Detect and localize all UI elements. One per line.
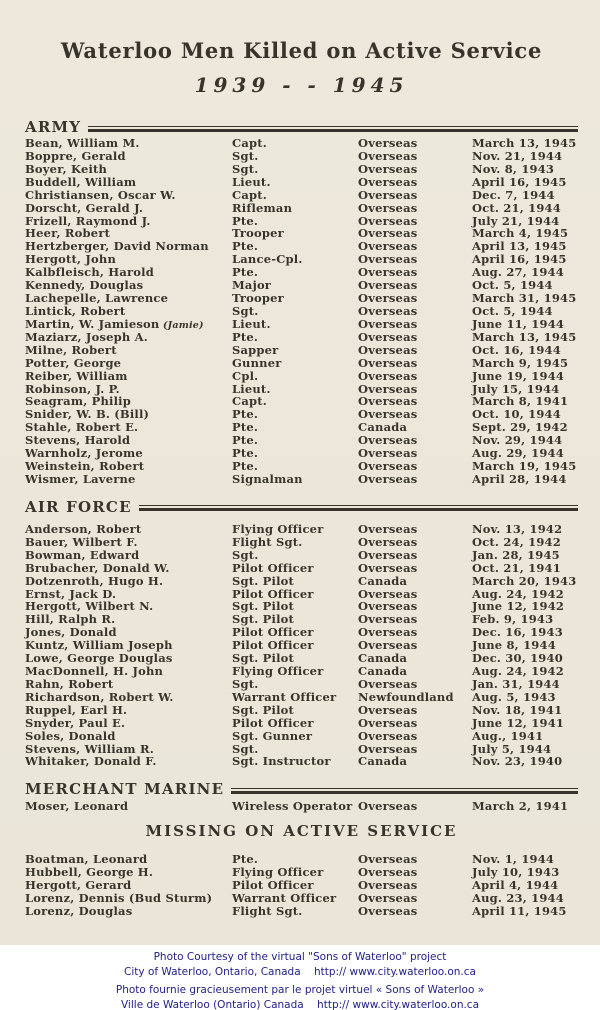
air-force-roster [25,523,578,769]
table-row [25,678,578,691]
cell-date: Oct. 21, 1944 [472,200,561,215]
double-rule [88,126,578,132]
cell-rank: Flying Officer [232,521,324,536]
double-rule [139,505,578,511]
cell-rank: Sgt. Pilot [232,612,295,627]
cell-rank: Trooper [232,226,284,241]
cell-name: Potter, George [25,355,122,370]
cell-name: MacDonnell, H. John [25,664,164,679]
cell-rank: Capt. [232,187,267,202]
cell-location: Overseas [358,148,418,163]
section-heading-label: ARMY [25,118,82,136]
cell-rank: Sgt. [232,161,259,176]
cell-name: Soles, Donald [25,728,116,743]
page-subtitle-years: 1939 - - 1945 [194,73,409,97]
table-row [25,905,578,918]
cell-location: Overseas [358,394,418,409]
cell-date: March 13, 1945 [472,136,577,150]
cell-date: Dec. 16, 1943 [472,625,563,640]
cell-location: Overseas [358,291,418,306]
cell-date: March 4, 1945 [472,226,569,241]
cell-name: Martin, W. Jamieson (Jamie) [25,316,204,331]
cell-location: Overseas [358,278,418,293]
cell-rank: Sgt. [232,303,259,318]
cell-name: Lintick, Robert [25,303,126,318]
cell-name: Maziarz, Joseph A. [25,329,148,344]
section-heading-missing: MISSING ON ACTIVE SERVICE [145,822,458,841]
cell-name: Lorenz, Dennis (Bud Sturm) [25,891,213,906]
table-row [25,202,578,215]
table-row [25,370,578,383]
cell-date: April 13, 1945 [472,239,567,254]
cell-location: Canada [358,651,408,666]
cell-date: Aug. 23, 1944 [472,891,564,906]
cell-date: April 28, 1944 [472,471,567,486]
cell-rank: Signalman [232,471,303,486]
cell-name: Hergott, Wilbert N. [25,599,154,614]
section-heading-label: AIR FORCE [25,497,132,516]
caption-line-en-2: City of Waterloo, Ontario, Canada http:// www.city.waterloo.on.ca [124,966,476,978]
cell-location: Overseas [358,891,418,906]
cell-location: Overseas [358,702,418,717]
cell-date: Aug. 24, 1942 [472,664,564,679]
cell-location: Overseas [358,316,418,331]
cell-location: Overseas [358,446,418,461]
table-row [25,717,578,730]
cell-name: Kalbfleisch, Harold [25,265,154,280]
table-row [25,730,578,743]
cell-date: Nov. 1, 1944 [472,852,555,867]
cell-date: June 12, 1941 [472,715,565,730]
cell-name: Dotzenroth, Hugo H. [25,573,164,588]
cell-name: Boatman, Leonard [25,852,148,867]
cell-date: June 8, 1944 [472,638,556,653]
cell-date: Oct. 24, 1942 [472,534,561,549]
cell-location: Overseas [358,676,418,691]
cell-date: Aug. 24, 1942 [472,586,564,601]
table-row [25,331,578,344]
table-row [25,318,578,331]
table-row [25,549,578,562]
cell-location: Overseas [358,213,418,228]
cell-date: Aug. 29, 1944 [472,446,564,461]
cell-name: Stahle, Robert E. [25,420,139,435]
cell-name: Bowman, Edward [25,547,140,562]
cell-name: Hergott, John [25,252,117,267]
table-row [25,523,578,536]
cell-date: April 11, 1945 [472,904,567,919]
cell-name: Bauer, Wilbert F. [25,534,138,549]
cell-location: Overseas [358,368,418,383]
cell-date: April 16, 1945 [472,252,567,267]
cell-rank: Cpl. [232,368,259,383]
cell-date: Jan. 28, 1945 [472,547,560,562]
cell-date: Jan. 31, 1944 [472,676,560,691]
cell-rank: Sapper [232,342,279,357]
cell-rank: Flying Officer [232,865,324,880]
cell-name: Stevens, Harold [25,433,131,448]
cell-date: March 31, 1945 [472,291,577,306]
cell-location: Overseas [358,741,418,756]
cell-location: Canada [358,573,408,588]
cell-name: Richardson, Robert W. [25,689,174,704]
cell-name: Stevens, William R. [25,741,154,756]
cell-rank: Sgt. [232,148,259,163]
cell-date: Nov. 21, 1944 [472,148,563,163]
cell-name: Milne, Robert [25,342,117,357]
cell-location: Overseas [358,471,418,486]
caption-line-en-1: Photo Courtesy of the virtual "Sons of Waterloo" project [153,951,447,963]
cell-name: Jones, Donald [25,625,117,640]
cell-location: Overseas [358,547,418,562]
cell-rank: Gunner [232,355,282,370]
cell-name: Hertzberger, David Norman [25,239,209,254]
cell-date: March 13, 1945 [472,329,577,344]
cell-location: Overseas [358,136,418,150]
table-row [25,665,578,678]
cell-rank: Wireless Operator [232,799,353,814]
cell-location: Overseas [358,303,418,318]
cell-location: Overseas [358,459,418,474]
cell-location: Overseas [358,799,418,814]
cell-rank: Pilot Officer [232,586,314,601]
cell-rank: Sgt. Pilot [232,573,295,588]
table-row [25,800,578,813]
cell-rank: Pilot Officer [232,560,314,575]
table-row [25,163,578,176]
cell-rank: Sgt. Pilot [232,702,295,717]
cell-rank: Pte. [232,459,259,474]
cell-name: Whitaker, Donald F. [25,754,157,769]
cell-rank: Pilot Officer [232,625,314,640]
cell-location: Overseas [358,612,418,627]
cell-rank: Pte. [232,407,259,422]
cell-name: Kennedy, Douglas [25,278,144,293]
cell-name: Rahn, Robert [25,676,114,691]
cell-name: Robinson, J. P. [25,381,120,396]
cell-rank: Pte. [232,265,259,280]
table-row [25,562,578,575]
cell-date: March 8, 1941 [472,394,569,409]
cell-date: Aug. 5, 1943 [472,689,556,704]
caption-line-fr-2: Ville de Waterloo (Ontario) Canada http:// www.city.waterloo.on.ca [120,999,480,1010]
table-row [25,189,578,202]
cell-rank: Sgt. [232,547,259,562]
cell-date: Oct. 5, 1944 [472,303,553,318]
cell-rank: Sgt. Pilot [232,599,295,614]
cell-rank: Pte. [232,852,259,867]
cell-location: Overseas [358,161,418,176]
cell-date: Oct. 5, 1944 [472,278,553,293]
cell-name: Hergott, Gerard [25,878,132,893]
cell-date: Dec. 30, 1940 [472,651,563,666]
cell-date: Aug., 1941 [472,728,544,743]
cell-location: Overseas [358,534,418,549]
cell-location: Overseas [358,904,418,919]
cell-location: Overseas [358,200,418,215]
double-rule [231,788,578,794]
cell-rank: Sgt. Instructor [232,754,331,769]
cell-location: Overseas [358,187,418,202]
cell-name: Snider, W. B. (Bill) [25,407,150,422]
cell-date: June 12, 1942 [472,599,565,614]
cell-name: Weinstein, Robert [25,459,145,474]
cell-date: Nov. 18, 1941 [472,702,563,717]
cell-rank: Pte. [232,446,259,461]
cell-name: Snyder, Paul E. [25,715,126,730]
cell-rank: Lieut. [232,174,271,189]
cell-date: July 5, 1944 [472,741,552,756]
table-row [25,473,578,486]
table-row [25,137,578,150]
cell-rank: Warrant Officer [232,891,337,906]
cell-rank: Sgt. [232,741,259,756]
cell-name: Hubbell, George H. [25,865,154,880]
cell-rank: Pte. [232,433,259,448]
cell-date: Dec. 7, 1944 [472,187,555,202]
section-heading-air-force [25,499,578,516]
cell-name: Ruppel, Earl H. [25,702,128,717]
cell-location: Canada [358,664,408,679]
cell-location: Canada [358,420,408,435]
cell-date: Oct. 16, 1944 [472,342,561,357]
cell-rank: Sgt. [232,676,259,691]
cell-date: June 19, 1944 [472,368,565,383]
cell-rank: Lieut. [232,381,271,396]
table-row [25,176,578,189]
cell-date: July 10, 1943 [472,865,560,880]
cell-date: Nov. 29, 1944 [472,433,563,448]
cell-rank: Pte. [232,329,259,344]
missing-roster [25,853,578,918]
table-row [25,305,578,318]
section-heading-merchant-marine [25,781,578,798]
cell-name: Seagram, Philip [25,394,131,409]
cell-location: Overseas [358,407,418,422]
table-row [25,575,578,588]
cell-location: Canada [358,754,408,769]
cell-location: Overseas [358,329,418,344]
cell-rank: Capt. [232,136,267,150]
cell-rank: Trooper [232,291,284,306]
cell-date: March 19, 1945 [472,459,577,474]
photo-credit-caption [0,945,600,1010]
cell-date: Aug. 27, 1944 [472,265,564,280]
cell-location: Overseas [358,433,418,448]
cell-location: Overseas [358,865,418,880]
cell-name: Brubacher, Donald W. [25,560,170,575]
cell-name: Lowe, George Douglas [25,651,173,666]
caption-line-fr-1: Photo fournie gracieusement par le projet virtuel « Sons of Waterloo » [115,984,485,996]
cell-location: Overseas [358,852,418,867]
cell-date: July 15, 1944 [472,381,560,396]
cell-location: Overseas [358,342,418,357]
cell-date: Oct. 21, 1941 [472,560,561,575]
cell-date: March 9, 1945 [472,355,569,370]
table-row [25,344,578,357]
cell-date: Feb. 9, 1943 [472,612,554,627]
cell-rank: Pilot Officer [232,638,314,653]
cell-location: Overseas [358,174,418,189]
cell-location: Overseas [358,599,418,614]
cell-name: Boppre, Gerald [25,148,126,163]
cell-location: Overseas [358,265,418,280]
cell-date: Nov. 8, 1943 [472,161,555,176]
cell-location: Overseas [358,625,418,640]
table-row [25,755,578,768]
cell-date: Nov. 13, 1942 [472,521,563,536]
cell-date: Nov. 23, 1940 [472,754,563,769]
cell-name: Bean, William M. [25,136,140,150]
cell-rank: Lance-Cpl. [232,252,303,267]
page-title: Waterloo Men Killed on Active Service [60,38,543,63]
cell-location: Overseas [358,239,418,254]
cell-location: Overseas [358,878,418,893]
cell-location: Newfoundland [358,689,454,704]
cell-date: April 16, 1945 [472,174,567,189]
cell-location: Overseas [358,638,418,653]
cell-date: April 4, 1944 [472,878,559,893]
cell-name: Reiber, William [25,368,128,383]
cell-name: Frizell, Raymond J. [25,213,151,228]
cell-location: Overseas [358,381,418,396]
table-row [25,704,578,717]
cell-name: Moser, Leonard [25,799,129,814]
cell-location: Overseas [358,586,418,601]
cell-rank: Rifleman [232,200,293,215]
cell-date: Sept. 29, 1942 [472,420,568,435]
cell-location: Overseas [358,355,418,370]
cell-name: Kuntz, William Joseph [25,638,173,653]
table-row [25,691,578,704]
cell-location: Overseas [358,728,418,743]
cell-name: Lorenz, Douglas [25,904,133,919]
cell-name: Hill, Ralph R. [25,612,116,627]
cell-location: Overseas [358,521,418,536]
cell-rank: Sgt. Gunner [232,728,313,743]
cell-name: Dorscht, Gerald J. [25,200,144,215]
cell-location: Overseas [358,226,418,241]
cell-name: Ernst, Jack D. [25,586,117,601]
cell-rank: Pte. [232,213,259,228]
cell-name: Anderson, Robert [25,521,142,536]
cell-rank: Lieut. [232,316,271,331]
cell-rank: Warrant Officer [232,689,337,704]
cell-rank: Pilot Officer [232,715,314,730]
cell-rank: Pilot Officer [232,878,314,893]
army-roster [25,137,578,486]
cell-date: Oct. 10, 1944 [472,407,561,422]
cell-name: Buddell, William [25,174,137,189]
cell-date: March 2, 1941 [472,799,569,814]
cell-rank: Flying Officer [232,664,324,679]
cell-rank: Flight Sgt. [232,534,303,549]
section-heading-label: MERCHANT MARINE [25,780,225,799]
cell-rank: Major [232,278,272,293]
cell-date: June 11, 1944 [472,316,565,331]
table-row [25,357,578,370]
cell-rank: Capt. [232,394,267,409]
cell-location: Overseas [358,715,418,730]
cell-name: Wismer, Laverne [25,471,136,486]
cell-location: Overseas [358,252,418,267]
cell-date: March 20, 1943 [472,573,577,588]
merchant-marine-roster [25,800,578,813]
section-heading-army [25,119,578,136]
cell-rank: Pte. [232,239,259,254]
cell-name: Heer, Robert [25,226,111,241]
cell-name: Christiansen, Oscar W. [25,187,176,202]
cell-rank: Pte. [232,420,259,435]
cell-name: Warnholz, Jerome [25,446,143,461]
cell-name: Boyer, Keith [25,161,108,176]
cell-rank: Flight Sgt. [232,904,303,919]
table-row [25,536,578,549]
cell-date: July 21, 1944 [472,213,560,228]
table-row [25,150,578,163]
cell-location: Overseas [358,560,418,575]
cell-rank: Sgt. Pilot [232,651,295,666]
cell-name: Lachepelle, Lawrence [25,291,169,306]
